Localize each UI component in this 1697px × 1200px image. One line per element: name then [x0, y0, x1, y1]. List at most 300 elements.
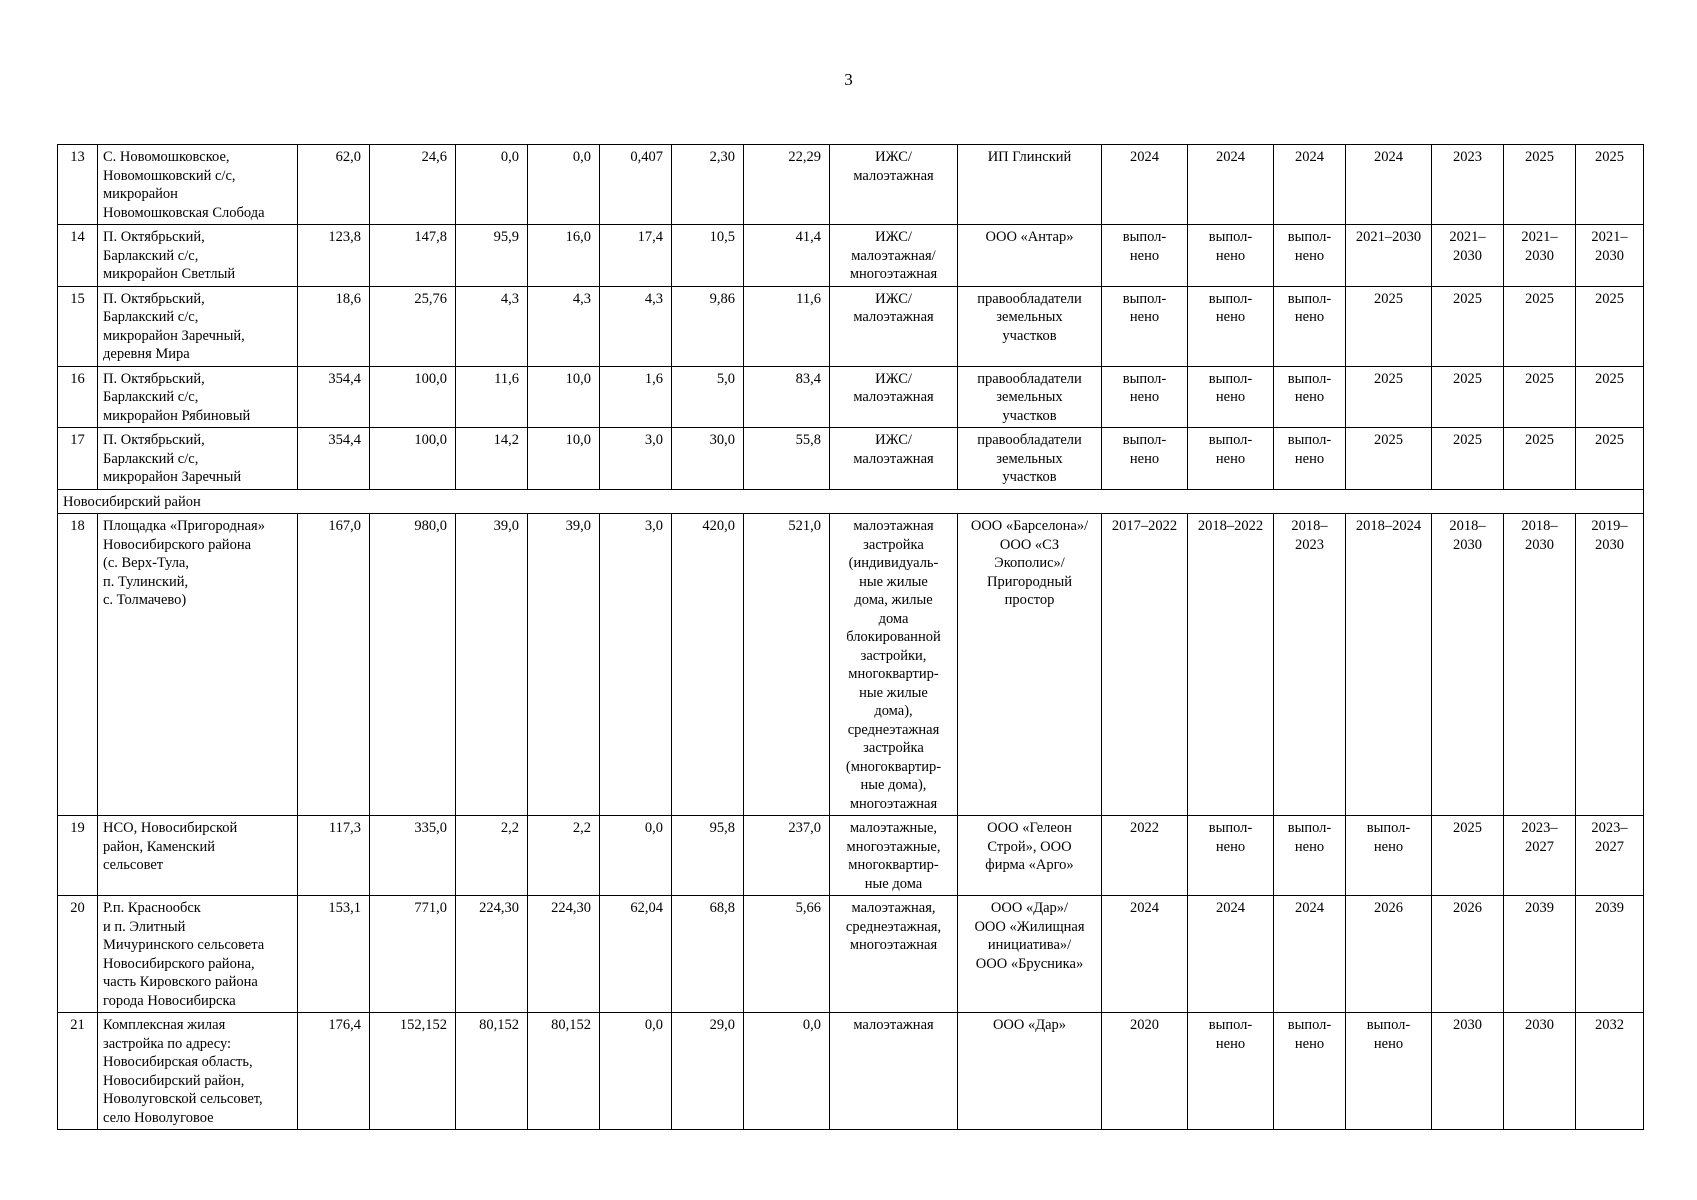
- period-d3-line: 2023: [1295, 536, 1324, 553]
- period-d1-line: 2024: [1130, 900, 1159, 916]
- value-v5: 0,0: [600, 816, 672, 896]
- period-d2-line: нено: [1215, 1035, 1246, 1052]
- period-d6: [1504, 286, 1576, 366]
- period-d1-line: выпол-: [1122, 370, 1167, 387]
- value-v7: 237,0: [744, 816, 830, 896]
- period-d3: [1274, 286, 1346, 366]
- developer: [958, 225, 1102, 287]
- period-d2-line: выпол-: [1208, 432, 1253, 448]
- period-d3-line: выпол-: [1287, 820, 1332, 836]
- period-d2-line: 2018–2022: [1197, 518, 1264, 534]
- object-name-line: Барлакский с/с,: [103, 309, 199, 325]
- developer-line: ИП Глинский: [987, 149, 1072, 165]
- building-type-line: малоэтажная: [853, 518, 934, 534]
- period-d3: [1274, 225, 1346, 287]
- period-d6-line: 2025: [1525, 290, 1554, 307]
- value-v5: 3,0: [600, 514, 672, 816]
- value-v7: 0,0: [744, 1013, 830, 1130]
- building-type-line: ные жилые: [859, 573, 928, 590]
- period-d7-line: 2025: [1595, 149, 1624, 165]
- building-type-line: многоэтажная: [849, 937, 938, 953]
- period-d2: [1188, 366, 1274, 428]
- value-v7: 55,8: [744, 428, 830, 490]
- value-v4: 0,0: [528, 145, 600, 225]
- building-type: [830, 145, 958, 225]
- period-d1-line: 2020: [1130, 1017, 1159, 1033]
- object-name-line: Новосибирского района: [103, 536, 252, 553]
- object-name: [98, 514, 298, 816]
- building-type-line: среднеэтажная,: [845, 918, 942, 935]
- value-v1: 123,8: [298, 225, 370, 287]
- object-name-line: Новолуговской сельсовет,: [103, 1091, 263, 1107]
- building-type-line: среднеэтажная: [847, 721, 940, 738]
- period-d5-line: 2023: [1453, 149, 1482, 165]
- period-d1: [1102, 366, 1188, 428]
- developer-line: участков: [1002, 407, 1057, 424]
- value-v6: 29,0: [672, 1013, 744, 1130]
- period-d3-line: нено: [1294, 1035, 1325, 1052]
- value-v2: 24,6: [370, 145, 456, 225]
- data-table: [57, 144, 1644, 1130]
- building-type-line: ные дома: [864, 875, 923, 892]
- period-d6-line: 2021–: [1521, 229, 1558, 245]
- value-v5: 17,4: [600, 225, 672, 287]
- period-d1: [1102, 816, 1188, 896]
- object-name-line: Новомошковская Слобода: [103, 204, 265, 221]
- value-v1: 167,0: [298, 514, 370, 816]
- object-name-line: микрорайон: [103, 186, 178, 202]
- period-d4-line: 2025: [1374, 370, 1403, 387]
- value-v5: 4,3: [600, 286, 672, 366]
- table-row: [58, 225, 1644, 287]
- period-d7-line: 2027: [1595, 838, 1624, 855]
- object-name-line: Новомошковский с/с,: [103, 167, 236, 184]
- period-d5-line: 2025: [1453, 820, 1482, 836]
- value-v7: 5,66: [744, 896, 830, 1013]
- period-d1-line: нено: [1129, 450, 1160, 467]
- object-name: [98, 145, 298, 225]
- period-d2-line: выпол-: [1208, 820, 1253, 836]
- period-d6-line: 2025: [1525, 149, 1554, 165]
- object-name-line: сельсовет: [103, 857, 164, 873]
- period-d3-line: нено: [1294, 838, 1325, 855]
- table-body: [58, 145, 1644, 1130]
- value-v4: 2,2: [528, 816, 600, 896]
- developer-line: правообладатели: [977, 432, 1082, 448]
- row-number: 13: [58, 145, 98, 225]
- table-row: [58, 896, 1644, 1013]
- period-d4: [1346, 1013, 1432, 1130]
- period-d3-line: выпол-: [1287, 290, 1332, 307]
- developer-line: простор: [1004, 592, 1055, 608]
- period-d7-line: 2021–: [1591, 229, 1628, 245]
- value-v6: 5,0: [672, 366, 744, 428]
- value-v6: 9,86: [672, 286, 744, 366]
- period-d6-line: 2025: [1525, 370, 1554, 387]
- object-name-line: Комплексная жилая: [103, 1017, 226, 1033]
- building-type-line: малоэтажная: [853, 309, 934, 325]
- period-d4: [1346, 286, 1432, 366]
- object-name-line: Барлакский с/с,: [103, 247, 199, 264]
- period-d6: [1504, 145, 1576, 225]
- period-d7-line: 2030: [1595, 536, 1624, 553]
- developer-line: ООО «Дар»: [992, 1017, 1067, 1033]
- developer-line: фирма «Арго»: [985, 857, 1074, 873]
- developer-line: участков: [1002, 327, 1057, 344]
- value-v6: 68,8: [672, 896, 744, 1013]
- period-d7: [1576, 286, 1644, 366]
- value-v5: 3,0: [600, 428, 672, 490]
- period-d1-line: выпол-: [1122, 432, 1167, 448]
- period-d1-line: 2017–2022: [1111, 518, 1178, 534]
- value-v3: 39,0: [456, 514, 528, 816]
- object-name-line: П. Октябрьский,: [103, 290, 205, 307]
- period-d1-line: 2022: [1130, 820, 1159, 836]
- period-d5: [1432, 428, 1504, 490]
- value-v2: 100,0: [370, 428, 456, 490]
- period-d3: [1274, 145, 1346, 225]
- row-number: 19: [58, 816, 98, 896]
- building-type-line: ные дома),: [860, 777, 927, 793]
- building-type-line: малоэтажная: [853, 450, 934, 467]
- developer: [958, 145, 1102, 225]
- building-type-line: ИЖС/: [875, 370, 912, 387]
- period-d5: [1432, 816, 1504, 896]
- object-name-line: деревня Мира: [103, 346, 190, 362]
- period-d1-line: нено: [1129, 389, 1160, 405]
- period-d6-line: 2039: [1525, 900, 1554, 916]
- period-d5-line: 2021–: [1449, 229, 1486, 245]
- period-d2: [1188, 514, 1274, 816]
- period-d5: [1432, 145, 1504, 225]
- period-d1: [1102, 1013, 1188, 1130]
- period-d2: [1188, 1013, 1274, 1130]
- value-v4: 39,0: [528, 514, 600, 816]
- value-v5: 62,04: [600, 896, 672, 1013]
- period-d1-line: нено: [1129, 247, 1160, 264]
- value-v5: 1,6: [600, 366, 672, 428]
- period-d5-line: 2025: [1453, 290, 1482, 307]
- building-type: [830, 896, 958, 1013]
- value-v3: 11,6: [456, 366, 528, 428]
- building-type-line: блокированной: [846, 629, 941, 645]
- building-type-line: (многоквартир-: [845, 758, 942, 775]
- period-d5: [1432, 366, 1504, 428]
- building-type-line: дома: [878, 610, 909, 627]
- object-name: [98, 366, 298, 428]
- building-type-line: дома, жилые: [854, 592, 933, 608]
- object-name-line: п. Тулинский,: [103, 573, 189, 590]
- period-d4: [1346, 366, 1432, 428]
- object-name-line: П. Октябрьский,: [103, 370, 205, 387]
- period-d2-line: выпол-: [1208, 370, 1253, 387]
- building-type-line: многоквартир-: [848, 857, 939, 873]
- period-d3-line: 2018–: [1291, 518, 1328, 534]
- value-v6: 2,30: [672, 145, 744, 225]
- value-v3: 2,2: [456, 816, 528, 896]
- period-d5: [1432, 286, 1504, 366]
- period-d6-line: 2030: [1525, 536, 1554, 553]
- object-name-line: (с. Верх-Тула,: [103, 555, 189, 571]
- developer-line: ООО «СЗ: [999, 536, 1060, 553]
- building-type-line: малоэтажная: [853, 389, 934, 405]
- building-type: [830, 1013, 958, 1130]
- period-d4-line: нено: [1373, 838, 1404, 855]
- row-number: 16: [58, 366, 98, 428]
- period-d4-line: 2025: [1374, 290, 1403, 307]
- period-d3-line: нено: [1294, 389, 1325, 405]
- building-type-line: малоэтажная: [853, 167, 934, 184]
- value-v4: 16,0: [528, 225, 600, 287]
- object-name-line: Мичуринского сельсовета: [103, 937, 265, 953]
- table-row: [58, 286, 1644, 366]
- period-d2-line: выпол-: [1208, 1017, 1253, 1033]
- object-name-line: Новосибирского района,: [103, 955, 255, 972]
- developer-line: ООО «Жилищная: [974, 918, 1085, 935]
- period-d6: [1504, 225, 1576, 287]
- period-d3-line: нено: [1294, 450, 1325, 467]
- object-name-line: микрорайон Светлый: [103, 266, 236, 282]
- developer-line: земельных: [996, 389, 1063, 405]
- value-v7: 521,0: [744, 514, 830, 816]
- value-v5: 0,407: [600, 145, 672, 225]
- period-d2-line: выпол-: [1208, 290, 1253, 307]
- developer-line: земельных: [996, 309, 1063, 325]
- object-name-line: микрорайон Заречный: [103, 469, 242, 485]
- value-v3: 95,9: [456, 225, 528, 287]
- period-d3: [1274, 896, 1346, 1013]
- building-type: [830, 428, 958, 490]
- building-type-line: ИЖС/: [875, 432, 912, 448]
- period-d4: [1346, 428, 1432, 490]
- period-d3: [1274, 428, 1346, 490]
- object-name-line: П. Октябрьский,: [103, 432, 205, 448]
- value-v6: 95,8: [672, 816, 744, 896]
- period-d5: [1432, 225, 1504, 287]
- value-v2: 152,152: [370, 1013, 456, 1130]
- developer-line: Строй», ООО: [987, 838, 1072, 855]
- value-v5: 0,0: [600, 1013, 672, 1130]
- period-d7: [1576, 428, 1644, 490]
- period-d1: [1102, 286, 1188, 366]
- period-d6: [1504, 514, 1576, 816]
- developer-line: инициатива»/: [987, 937, 1072, 953]
- period-d1-line: 2024: [1130, 149, 1159, 165]
- period-d7: [1576, 896, 1644, 1013]
- period-d4-line: выпол-: [1366, 1017, 1411, 1033]
- value-v1: 117,3: [298, 816, 370, 896]
- period-d6: [1504, 366, 1576, 428]
- row-number: 15: [58, 286, 98, 366]
- value-v1: 354,4: [298, 366, 370, 428]
- object-name: [98, 428, 298, 490]
- building-type-line: ИЖС/: [875, 290, 912, 307]
- period-d6: [1504, 896, 1576, 1013]
- object-name-line: микрорайон Заречный,: [103, 327, 245, 344]
- period-d2: [1188, 286, 1274, 366]
- period-d7-line: 2030: [1595, 247, 1624, 264]
- object-name-line: село Новолуговое: [103, 1109, 214, 1126]
- period-d5-line: 2030: [1453, 1017, 1482, 1033]
- period-d3: [1274, 366, 1346, 428]
- period-d1: [1102, 896, 1188, 1013]
- building-type-line: малоэтажная/: [851, 247, 936, 264]
- period-d4-line: нено: [1373, 1035, 1404, 1052]
- period-d7-line: 2039: [1595, 900, 1624, 916]
- developer: [958, 366, 1102, 428]
- period-d6-line: 2030: [1525, 1017, 1554, 1033]
- developer-line: земельных: [996, 450, 1063, 467]
- period-d6: [1504, 428, 1576, 490]
- period-d6-line: 2030: [1525, 247, 1554, 264]
- value-v1: 18,6: [298, 286, 370, 366]
- period-d6: [1504, 816, 1576, 896]
- row-number: 18: [58, 514, 98, 816]
- period-d5: [1432, 896, 1504, 1013]
- period-d4-line: 2018–2024: [1355, 518, 1422, 534]
- period-d2: [1188, 816, 1274, 896]
- period-d1: [1102, 225, 1188, 287]
- developer-line: правообладатели: [977, 290, 1082, 307]
- object-name-line: Барлакский с/с,: [103, 389, 199, 405]
- object-name: [98, 286, 298, 366]
- value-v1: 354,4: [298, 428, 370, 490]
- developer-line: Экополис»/: [994, 555, 1065, 571]
- building-type: [830, 816, 958, 896]
- period-d7: [1576, 366, 1644, 428]
- developer-line: ООО «Дар»/: [990, 900, 1069, 916]
- period-d7-line: 2025: [1595, 370, 1624, 387]
- building-type-line: застройка: [863, 740, 924, 756]
- developer: [958, 816, 1102, 896]
- period-d7: [1576, 225, 1644, 287]
- value-v7: 83,4: [744, 366, 830, 428]
- period-d3: [1274, 816, 1346, 896]
- period-d3-line: выпол-: [1287, 229, 1332, 245]
- object-name-line: Новосибирская область,: [103, 1054, 253, 1070]
- value-v2: 147,8: [370, 225, 456, 287]
- period-d2-line: нено: [1215, 450, 1246, 467]
- period-d2-line: нено: [1215, 389, 1246, 405]
- building-type-line: ИЖС/: [875, 149, 912, 165]
- period-d3-line: выпол-: [1287, 370, 1332, 387]
- period-d4: [1346, 816, 1432, 896]
- object-name-line: часть Кировского района: [103, 974, 258, 990]
- table-row: [58, 514, 1644, 816]
- value-v3: 14,2: [456, 428, 528, 490]
- period-d2-line: нено: [1215, 309, 1246, 325]
- object-name-line: Р.п. Краснообск: [103, 900, 201, 916]
- period-d4-line: 2025: [1374, 432, 1403, 448]
- value-v2: 25,76: [370, 286, 456, 366]
- period-d1-line: выпол-: [1122, 290, 1167, 307]
- section-label: Новосибирский район: [58, 489, 1644, 514]
- building-type-line: малоэтажные,: [849, 820, 938, 836]
- value-v1: 176,4: [298, 1013, 370, 1130]
- period-d6: [1504, 1013, 1576, 1130]
- period-d1: [1102, 145, 1188, 225]
- building-type-line: дома),: [874, 703, 913, 719]
- value-v7: 22,29: [744, 145, 830, 225]
- period-d4-line: 2024: [1374, 149, 1403, 165]
- object-name-line: Площадка «Пригородная»: [103, 518, 265, 534]
- period-d7: [1576, 816, 1644, 896]
- value-v3: 0,0: [456, 145, 528, 225]
- period-d1: [1102, 428, 1188, 490]
- object-name-line: П. Октябрьский,: [103, 229, 205, 245]
- period-d6-line: 2027: [1525, 838, 1554, 855]
- value-v7: 41,4: [744, 225, 830, 287]
- period-d2: [1188, 145, 1274, 225]
- developer-line: ООО «Гелеон: [987, 820, 1072, 836]
- value-v2: 100,0: [370, 366, 456, 428]
- value-v4: 10,0: [528, 366, 600, 428]
- value-v2: 771,0: [370, 896, 456, 1013]
- building-type: [830, 286, 958, 366]
- table-row: [58, 428, 1644, 490]
- value-v4: 4,3: [528, 286, 600, 366]
- developer: [958, 1013, 1102, 1130]
- building-type-line: многоэтажная: [849, 795, 938, 812]
- developer-line: правообладатели: [977, 370, 1082, 387]
- object-name-line: микрорайон Рябиновый: [103, 407, 251, 424]
- table-row: [58, 1013, 1644, 1130]
- value-v4: 10,0: [528, 428, 600, 490]
- period-d5-line: 2018–: [1449, 518, 1486, 534]
- object-name-line: с. Толмачево): [103, 592, 187, 608]
- object-name-line: Барлакский с/с,: [103, 450, 199, 467]
- period-d4: [1346, 896, 1432, 1013]
- value-v4: 80,152: [528, 1013, 600, 1130]
- period-d2: [1188, 225, 1274, 287]
- developer: [958, 286, 1102, 366]
- period-d3-line: выпол-: [1287, 432, 1332, 448]
- object-name-line: район, Каменский: [103, 838, 215, 855]
- value-v6: 30,0: [672, 428, 744, 490]
- period-d2: [1188, 896, 1274, 1013]
- period-d2: [1188, 428, 1274, 490]
- period-d7-line: 2025: [1595, 290, 1624, 307]
- value-v6: 420,0: [672, 514, 744, 816]
- period-d2-line: выпол-: [1208, 229, 1253, 245]
- building-type-line: ные жилые: [859, 684, 928, 701]
- building-type-line: малоэтажная,: [851, 900, 936, 916]
- period-d5-line: 2030: [1453, 536, 1482, 553]
- building-type-line: многоэтажные,: [846, 838, 941, 855]
- period-d3: [1274, 514, 1346, 816]
- period-d1-line: выпол-: [1122, 229, 1167, 245]
- period-d1-line: нено: [1129, 309, 1160, 325]
- period-d4-line: выпол-: [1366, 820, 1411, 836]
- object-name: [98, 816, 298, 896]
- page-number: 3: [844, 70, 853, 89]
- value-v7: 11,6: [744, 286, 830, 366]
- period-d2-line: 2024: [1216, 900, 1245, 916]
- period-d1: [1102, 514, 1188, 816]
- building-type: [830, 366, 958, 428]
- developer-line: ООО «Антар»: [985, 229, 1074, 245]
- period-d7: [1576, 514, 1644, 816]
- building-type: [830, 225, 958, 287]
- period-d4: [1346, 225, 1432, 287]
- building-type-line: многоэтажная: [849, 266, 938, 282]
- period-d3-line: 2024: [1295, 149, 1324, 165]
- table-row: [58, 366, 1644, 428]
- value-v6: 10,5: [672, 225, 744, 287]
- developer-line: Пригородный: [986, 573, 1073, 590]
- section-row: [58, 489, 1644, 514]
- building-type-line: застройки,: [860, 647, 927, 664]
